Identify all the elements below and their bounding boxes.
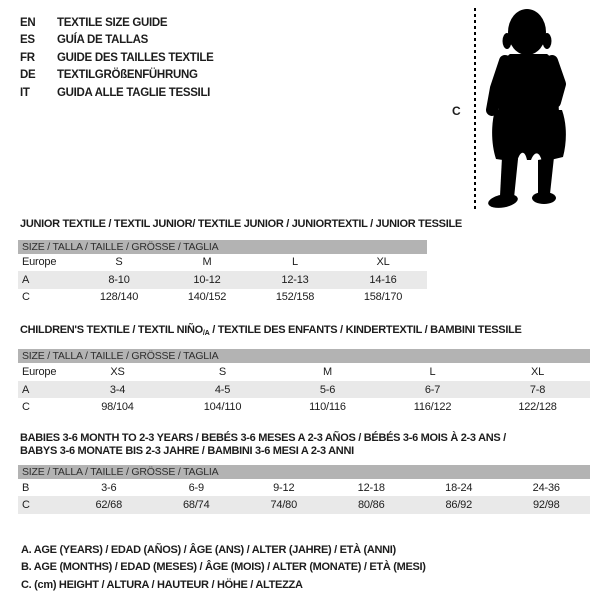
size-cell: 80/86 bbox=[357, 499, 385, 512]
size-cell: 12-13 bbox=[281, 273, 309, 286]
language-code: IT bbox=[20, 86, 30, 99]
size-cell: S bbox=[218, 366, 227, 379]
size-cell: 158/170 bbox=[363, 291, 403, 304]
row-label: C bbox=[22, 499, 30, 512]
row-label: Europe bbox=[22, 366, 57, 379]
babies-table-title bbox=[20, 432, 600, 459]
size-cell: 6-7 bbox=[424, 383, 441, 396]
size-cell: 4-5 bbox=[214, 383, 231, 396]
babies-section bbox=[0, 432, 600, 514]
title-line-1: BABIES 3-6 MONTH TO 2-3 YEARS / BEBÉS 3-6 MESES A 2-3 AÑOS / BÉBÉS 3-6 MOIS À 2-3 ANS / bbox=[20, 431, 506, 444]
table-row-height bbox=[18, 398, 590, 416]
row-label: C bbox=[22, 291, 30, 304]
row-label: A bbox=[22, 383, 30, 396]
size-cell: 12-18 bbox=[357, 481, 385, 494]
language-title: TEXTILE SIZE GUIDE bbox=[57, 16, 168, 29]
row-label: B bbox=[22, 481, 30, 494]
title-line-2: BABYS 3-6 MONATE BIS 2-3 JAHRE / BAMBINI 3-6 MESI A 2-3 ANNI bbox=[20, 445, 354, 458]
table-row-height bbox=[18, 496, 590, 514]
junior-section bbox=[0, 218, 600, 306]
baby-silhouette-icon bbox=[480, 2, 590, 212]
size-cell: 86/92 bbox=[445, 499, 473, 512]
size-cell: 5-6 bbox=[319, 383, 336, 396]
height-measure-line bbox=[474, 8, 476, 210]
size-cell: 92/98 bbox=[532, 499, 560, 512]
language-code: DE bbox=[20, 69, 36, 82]
legend-height: C. (cm) HEIGHT / ALTURA / HAUTEUR / HÖHE / ALTEZZA bbox=[21, 578, 303, 591]
language-title: GUÍA DE TALLAS bbox=[57, 34, 148, 47]
children-section bbox=[0, 324, 600, 416]
row-label: A bbox=[22, 273, 30, 286]
language-row-de bbox=[20, 67, 214, 85]
size-cell: 6-9 bbox=[188, 481, 204, 494]
size-cell: 8-10 bbox=[108, 273, 130, 286]
size-header-bar: SIZE / TALLA / TAILLE / GRÖSSE / TAGLIA bbox=[18, 465, 590, 479]
language-code: FR bbox=[20, 51, 35, 64]
legend-age-months: B. AGE (MONTHS) / EDAD (MESES) / ÂGE (MOIS) / ALTER (MONATE) / ETÀ (MESI) bbox=[21, 561, 426, 574]
size-cell: 7-8 bbox=[529, 383, 546, 396]
table-row-months bbox=[18, 479, 590, 497]
size-cell: 3-6 bbox=[101, 481, 117, 494]
size-cell: M bbox=[202, 256, 212, 269]
size-cell: XS bbox=[110, 366, 125, 379]
language-row-fr bbox=[20, 49, 214, 67]
language-row-it bbox=[20, 84, 214, 102]
size-cell: 18-24 bbox=[445, 481, 473, 494]
row-label: Europe bbox=[22, 256, 57, 269]
language-code: ES bbox=[20, 34, 35, 47]
size-cell: L bbox=[292, 256, 298, 269]
table-row-age bbox=[18, 381, 590, 399]
language-title: GUIDA ALLE TAGLIE TESSILI bbox=[57, 86, 211, 99]
title-subscript: /A bbox=[202, 328, 210, 337]
size-cell: 9-12 bbox=[273, 481, 295, 494]
size-cell: 152/158 bbox=[275, 291, 315, 304]
language-code: EN bbox=[20, 16, 36, 29]
table-row-height bbox=[18, 289, 427, 307]
size-header-bar: SIZE / TALLA / TAILLE / GRÖSSE / TAGLIA bbox=[18, 240, 427, 254]
size-cell: 98/104 bbox=[101, 401, 134, 414]
size-cell: 116/122 bbox=[413, 401, 452, 414]
size-cell: 24-36 bbox=[532, 481, 560, 494]
title-text: CHILDREN'S TEXTILE / TEXTIL NIÑO bbox=[20, 324, 203, 336]
table-row-age bbox=[18, 271, 427, 289]
babies-size-table bbox=[18, 465, 590, 514]
junior-size-table bbox=[18, 240, 427, 307]
junior-table-title: JUNIOR TEXTILE / TEXTIL JUNIOR/ TEXTILE JUNIOR / JUNIORTEXTIL / JUNIOR TESSILE bbox=[20, 218, 462, 230]
size-cell: XL bbox=[530, 366, 545, 379]
size-cell: 14-16 bbox=[369, 273, 397, 286]
table-row-europe bbox=[18, 254, 427, 272]
table-row-europe bbox=[18, 363, 590, 381]
language-row-en bbox=[20, 14, 214, 32]
height-measure-label: C bbox=[452, 104, 461, 118]
height-figure bbox=[440, 0, 600, 215]
size-cell: 62/68 bbox=[95, 499, 123, 512]
size-cell: 110/116 bbox=[309, 401, 346, 414]
size-cell: 122/128 bbox=[518, 401, 557, 414]
size-cell: 10-12 bbox=[193, 273, 221, 286]
children-size-table bbox=[18, 349, 590, 416]
language-title: GUIDE DES TAILLES TEXTILE bbox=[57, 51, 214, 64]
size-cell: XL bbox=[376, 256, 390, 269]
header-section bbox=[0, 0, 600, 215]
size-cell: 128/140 bbox=[99, 291, 139, 304]
size-cell: 3-4 bbox=[109, 383, 126, 396]
title-text: / TEXTILE DES ENFANTS / KINDERTEXTIL / BAMBINI TESSILE bbox=[209, 324, 522, 336]
size-cell: M bbox=[323, 366, 332, 379]
size-cell: 140/152 bbox=[187, 291, 227, 304]
legend-age-years: A. AGE (YEARS) / EDAD (AÑOS) / ÂGE (ANS) / ALTER (JAHRE) / ETÀ (ANNI) bbox=[21, 543, 396, 556]
size-cell: 74/80 bbox=[270, 499, 298, 512]
size-cell: S bbox=[115, 256, 123, 269]
size-header-bar: SIZE / TALLA / TAILLE / GRÖSSE / TAGLIA bbox=[18, 349, 590, 363]
legend bbox=[21, 542, 600, 595]
children-table-title bbox=[20, 324, 600, 340]
language-list bbox=[20, 14, 214, 102]
size-cell: 68/74 bbox=[182, 499, 210, 512]
language-row-es bbox=[20, 32, 214, 50]
row-label: C bbox=[22, 401, 30, 414]
size-cell: 104/110 bbox=[203, 401, 242, 414]
size-cell: L bbox=[429, 366, 436, 379]
language-title: TEXTILGRÖßENFÜHRUNG bbox=[57, 69, 198, 82]
